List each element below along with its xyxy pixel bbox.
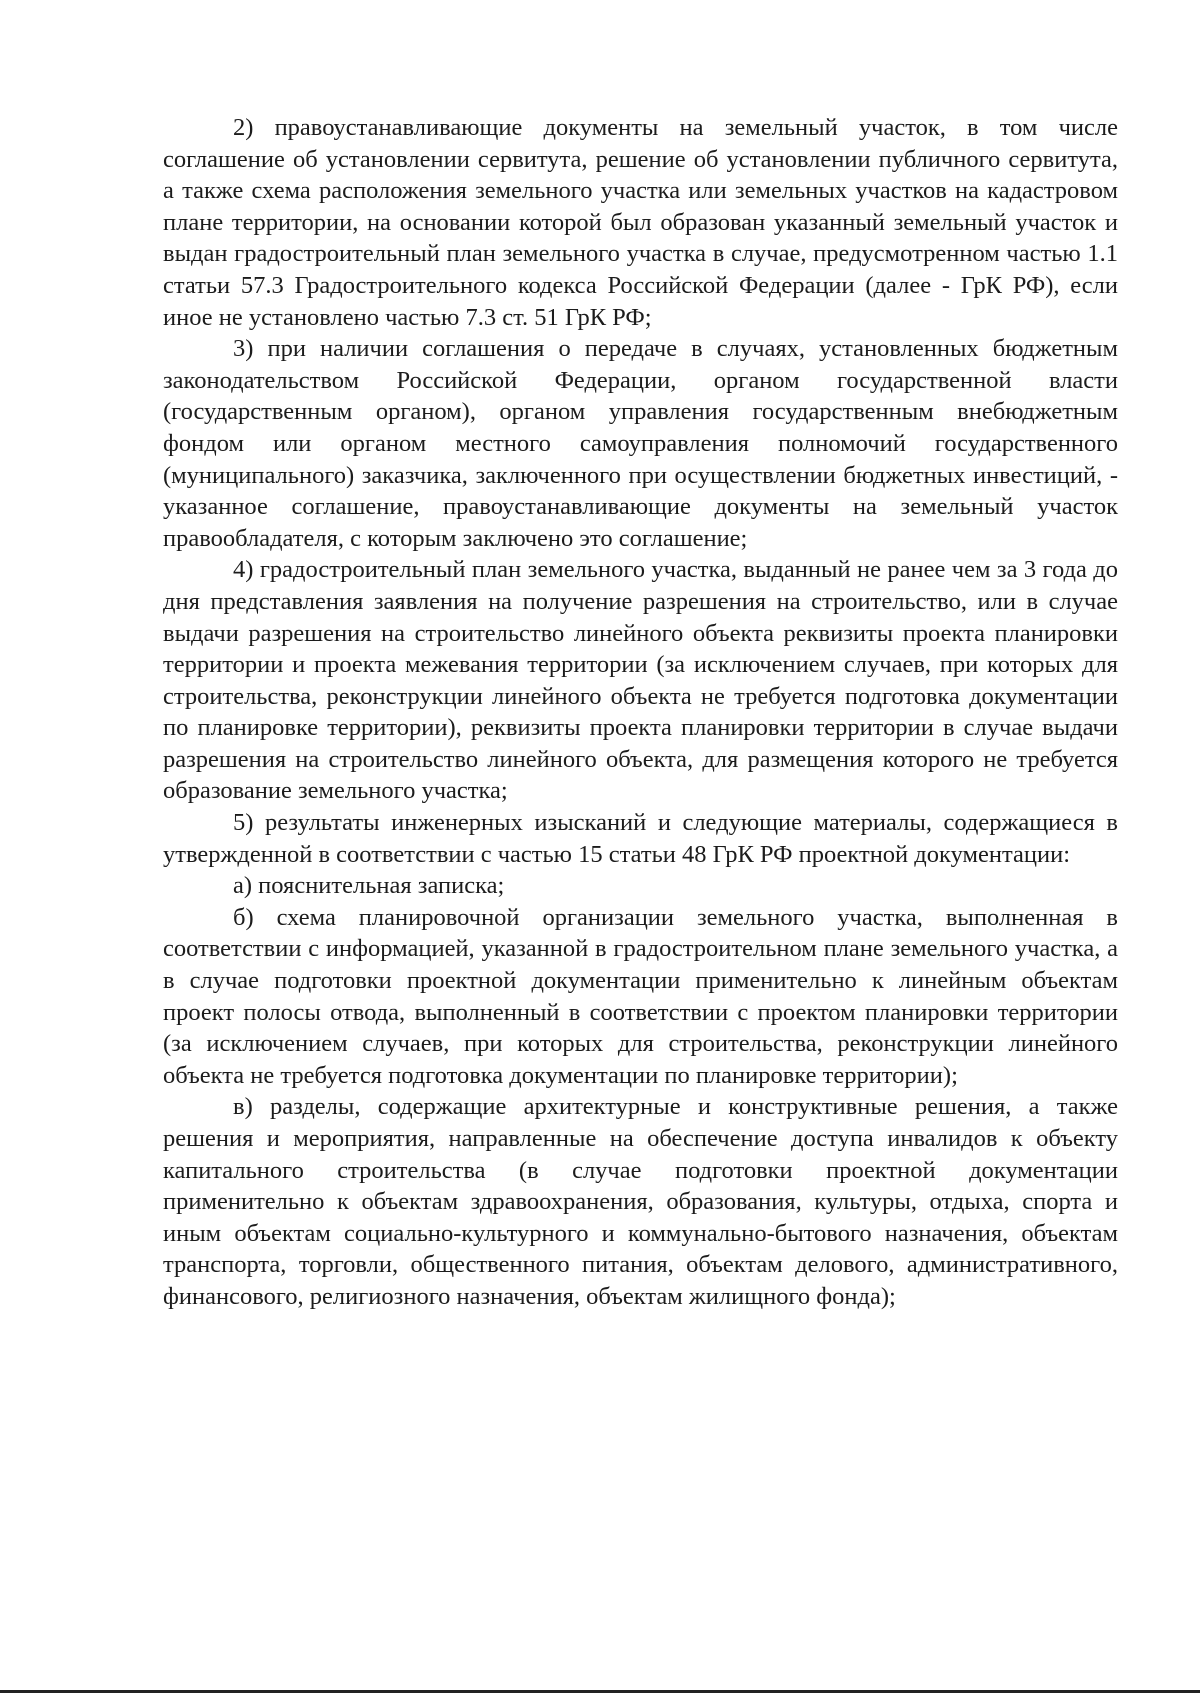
paragraph-item-4: 4) градостроительный план земельного участка, выданный не ранее чем за 3 года до дня представления заявления на получение разрешения на строительство, или в случае выдачи разрешения на строительство линейного объекта реквизиты проекта планировки территории и проекта межевания территории (за исключением случаев, при которых для строительства, реконструкции линейного объекта не требуется подготовка документации по планировке территории), реквизиты проекта планировки территории в случае выдачи разрешения на строительство линейного объекта, для размещения которого не требуется образование земельного участка; <box>163 556 1118 805</box>
subitem-a: а) пояснительная записка; <box>233 872 505 900</box>
paragraph-item-2: 2) правоустанавливающие документы на земельный участок, в том числе соглашение об установлении сервитута, решение об установлении публичного сервитута, а также схема расположения земельного участка или земельных участков на кадастровом плане территории, на основании которой был образован указанный земельный участок и выдан градостроительный план земельного участка в случае, предусмотренном частью 1.1 статьи 57.3 Градостроительного кодекса Российской Федерации (далее - ГрК РФ), если иное не установлено частью 7.3 ст. 51 ГрК РФ; <box>163 114 1118 331</box>
document-body <box>163 112 1118 1313</box>
subitem-v: в) разделы, содержащие архитектурные и конструктивные решения, а также решения и мероприятия, направленные на обеспечение доступа инвалидов к объекту капитального строительства (в случае подготовки проектной документации применительно к объектам здравоохранения, образования, культуры, отдыха, спорта и иным объектам социально-культурного и коммунально-бытового назначения, объектам транспорта, торговли, общественного питания, объектам делового, административного, финансового, религиозного назначения, объектам жилищного фонда); <box>163 1093 1118 1310</box>
paragraph-item-5: 5) результаты инженерных изысканий и следующие материалы, содержащиеся в утвержденной в соответствии с частью 15 статьи 48 ГрК РФ проектной документации: <box>163 809 1118 868</box>
subitem-b: б) схема планировочной организации земельного участка, выполненная в соответствии с информацией, указанной в градостроительном плане земельного участка, а в случае подготовки проектной документации применительно к линейным объектам проект полосы отвода, выполненный в соответствии с проектом планировки территории (за исключением случаев, при которых для строительства, реконструкции линейного объекта не требуется подготовка документации по планировке территории); <box>163 903 1118 1089</box>
paragraph-item-3: 3) при наличии соглашения о передаче в случаях, установленных бюджетным законодательством Российской Федерации, органом государственной власти (государственным органом), органом управления государственным внебюджетным фондом или органом местного самоуправления полномочий государственного (муниципального) заказчика, заключенного при осуществлении бюджетных инвестиций, - указанное соглашение, правоустанавливающие документы на земельный участок правообладателя, с которым заключено это соглашение; <box>163 335 1118 552</box>
page-bottom-edge <box>0 1690 1200 1693</box>
